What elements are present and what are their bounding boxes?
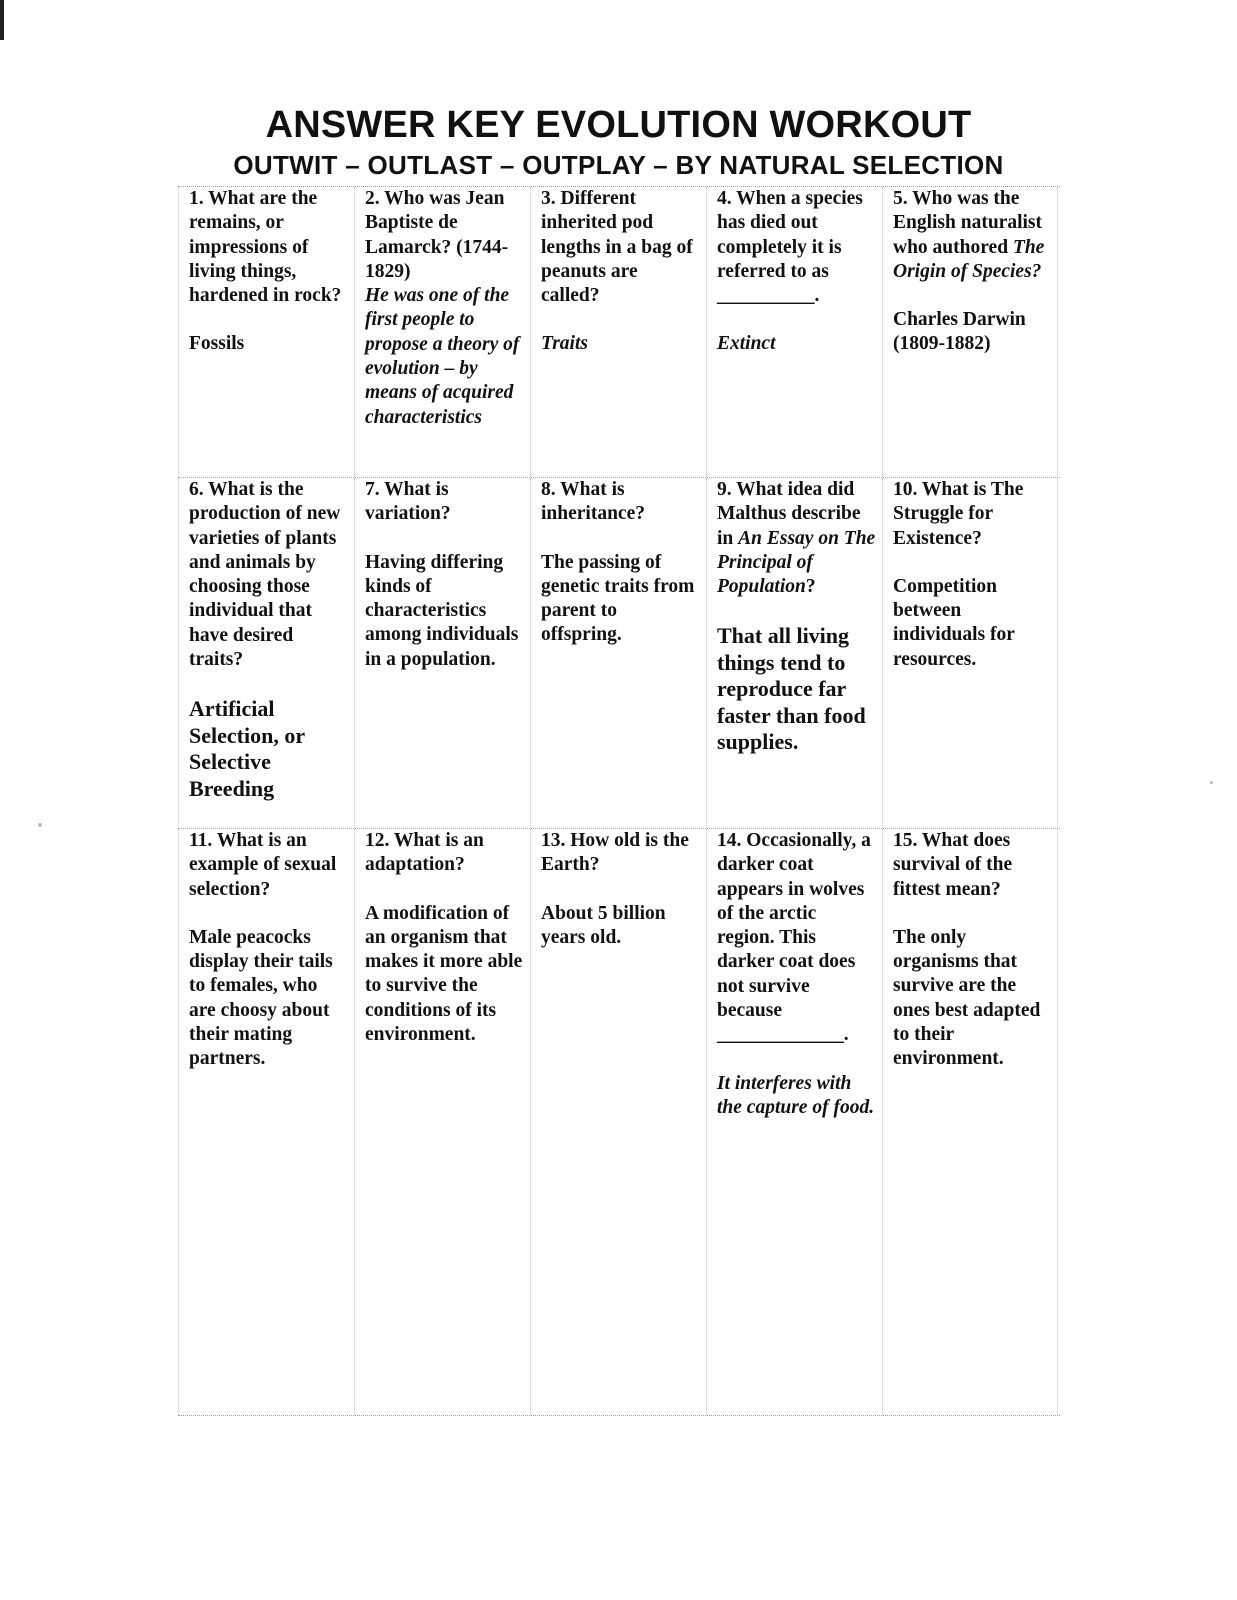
answer-text: The passing of genetic traits from parent to offspring. [541,551,695,646]
answer-text: The only organisms that survive are the ones best adapted to their environment. [893,926,1041,1070]
answer-text: A modification of an organism that makes it more able to survive the conditions of its environment. [365,902,523,1046]
question-text [717,187,876,308]
question-text: 8. What is inheritance? [541,479,645,525]
question-text: 7. What is variation? [365,479,451,525]
question-cell-7 [354,478,530,828]
answer-text: That all living things tend to reproduce far faster than food supplies. [717,623,866,755]
question-text-part: 14. Occasionally, a darker coat appears in wolves of the arctic region. This darker coat does not survive because [717,830,871,1022]
answer-text: Artificial Selection, or Selective Breeding [189,696,305,801]
question-text: 15. What does survival of the fittest mean? [893,830,1013,900]
question-cell-2 [354,187,530,477]
answer-grid [178,186,1060,1416]
question-text [717,829,876,1048]
question-text: 2. Who was Jean Baptiste de Lamarck? (1744-1829) [365,188,509,282]
question-text-part: 5. Who was the English naturalist who authored [893,188,1043,258]
question-cell-3 [530,187,706,477]
scan-speck [38,823,42,827]
question-cell-5 [882,187,1058,477]
answer-text: Having differing kinds of characteristics among individuals in a population. [365,551,519,670]
answer-text: He was one of the first people to propose a theory of evolution – by means of acquired characteristics [365,285,520,428]
fill-in-blank: _____________. [717,1024,849,1046]
question-text: 11. What is an example of sexual selection? [189,830,337,900]
grid-row-2 [178,478,1060,829]
question-text-part: ? [805,576,816,598]
question-text-part: 4. When a species has died out completely it is referred to as [717,188,863,282]
question-cell-4 [706,187,882,477]
answer-text: About 5 billion years old. [541,902,666,948]
question-cell-10 [882,478,1058,828]
question-text [893,187,1051,284]
question-text: 1. What are the remains, or impressions of living things, hardened in rock? [189,188,342,307]
answer-text: Traits [541,333,588,355]
scan-edge-mark [0,0,4,40]
answer-text: It interferes with the capture of food. [717,1072,875,1118]
grid-row-1 [178,187,1060,478]
question-text-part: 9. What idea did Malthus describe in [717,479,861,549]
page-subtitle: OUTWIT – OUTLAST – OUTPLAY – BY NATURAL SELECTION [233,150,1004,180]
question-text [717,478,876,599]
answer-text: Competition between individuals for resources. [893,575,1015,670]
answer-text: Charles Darwin (1809-1882) [893,309,1026,355]
question-text: 6. What is the production of new varieties of plants and animals by choosing those individual that have desired traits? [189,479,341,671]
question-cell-15 [882,829,1058,1415]
grid-row-3 [178,829,1060,1415]
scan-speck [1210,781,1213,784]
book-title: An Essay on The Principal of Population [717,527,876,598]
question-cell-13 [530,829,706,1415]
question-cell-14 [706,829,882,1415]
page-title: ANSWER KEY EVOLUTION WORKOUT [265,104,972,146]
fill-in-blank: __________. [717,285,820,307]
question-text: 3. Different inherited pod lengths in a bag of peanuts are called? [541,188,693,307]
question-cell-9 [706,478,882,828]
answer-text: Extinct [717,333,776,355]
question-cell-11 [178,829,354,1415]
question-text: 13. How old is the Earth? [541,830,689,876]
question-cell-1 [178,187,354,477]
book-title: The Origin of Species? [893,236,1045,282]
question-cell-6 [178,478,354,828]
question-cell-12 [354,829,530,1415]
answer-text: Male peacocks display their tails to females, who are choosy about their mating partners. [189,926,333,1070]
question-text: 12. What is an adaptation? [365,830,484,876]
question-cell-8 [530,478,706,828]
question-text: 10. What is The Struggle for Existence? [893,479,1024,549]
answer-text: Fossils [189,333,245,355]
